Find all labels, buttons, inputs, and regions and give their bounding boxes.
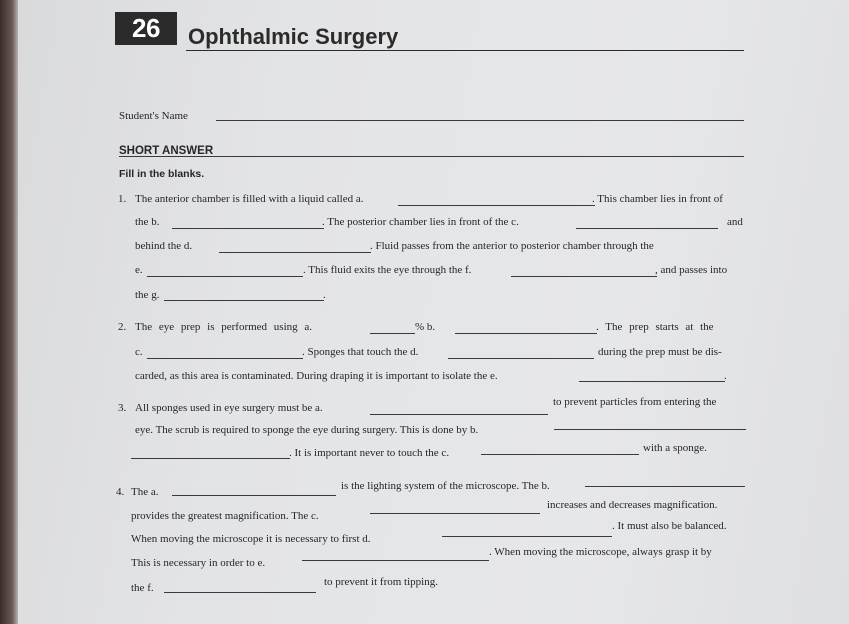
question-number: 2. — [118, 321, 127, 333]
q1-text: . — [323, 289, 326, 301]
q1-text: , and passes into — [655, 264, 728, 276]
q3-text: . It is important never to touch the c. — [289, 447, 450, 459]
student-name-label: Student's Name — [119, 110, 188, 122]
q4-text: This is necessary in order to e. — [131, 557, 266, 569]
q4-text: the f. — [131, 582, 154, 594]
q3-text: with a sponge. — [643, 442, 707, 454]
q2-text: carded, as this area is contaminated. During draping it is important to isolate the e. — [135, 370, 498, 382]
q2-blank-e[interactable] — [579, 381, 725, 382]
section-rule — [119, 156, 744, 157]
q2-text: . — [724, 370, 727, 382]
q2-blank-a[interactable] — [370, 333, 415, 334]
q1-blank-b[interactable] — [172, 228, 324, 229]
q4-blank-c[interactable] — [370, 513, 540, 514]
q3-blank-c[interactable] — [481, 454, 639, 455]
q2-text: % b. — [415, 321, 436, 333]
q4-text: provides the greatest magnification. The c. — [131, 510, 319, 522]
section-title: SHORT ANSWER — [119, 145, 214, 157]
q4-blank-a[interactable] — [172, 495, 336, 496]
q2-text: . The prep starts at the — [596, 321, 714, 333]
q1-blank-e[interactable] — [147, 276, 303, 277]
instructions: Fill in the blanks. — [119, 168, 205, 180]
q3-text: eye. The scrub is required to sponge the eye during surgery. This is done by b. — [135, 424, 479, 436]
title-rule — [186, 50, 744, 51]
q4-blank-b[interactable] — [585, 486, 745, 487]
q4-text: . It must also be balanced. — [612, 520, 727, 532]
q1-text: the g. — [135, 289, 160, 301]
q1-blank-g[interactable] — [164, 300, 324, 301]
q3-text: All sponges used in eye surgery must be a. — [135, 402, 323, 414]
q4-text: increases and decreases magnification. — [547, 499, 718, 511]
q2-blank-b[interactable] — [455, 333, 597, 334]
q1-text: and — [727, 216, 743, 228]
q4-text: . When moving the microscope, always grasp it by — [489, 546, 712, 558]
chapter-title: Ophthalmic Surgery — [188, 24, 399, 49]
question-number: 4. — [116, 486, 125, 498]
q4-text: to prevent it from tipping. — [324, 576, 438, 588]
chapter-number: 26 — [115, 12, 177, 45]
q4-text: When moving the microscope it is necessary to first d. — [131, 533, 371, 545]
question-number: 3. — [118, 402, 127, 414]
q1-blank-d[interactable] — [219, 252, 371, 253]
q1-blank-f[interactable] — [511, 276, 657, 277]
q4-blank-d[interactable] — [442, 536, 612, 537]
q1-text: . The posterior chamber lies in front of the c. — [322, 216, 519, 228]
q2-blank-d[interactable] — [448, 358, 594, 359]
q2-text: c. — [135, 346, 143, 358]
q1-text: . This fluid exits the eye through the f. — [303, 264, 472, 276]
binder-edge — [0, 0, 20, 624]
q1-text: . Fluid passes from the anterior to posterior chamber through the — [370, 240, 654, 252]
q2-blank-c[interactable] — [147, 358, 303, 359]
q3-text: to prevent particles from entering the — [553, 396, 717, 408]
q3-blank-a[interactable] — [370, 414, 548, 415]
q3-blank-b-cont[interactable] — [131, 458, 290, 459]
q4-text: The a. — [131, 486, 159, 498]
q3-blank-b[interactable] — [554, 429, 746, 430]
q4-text: is the lighting system of the microscope. The b. — [341, 480, 550, 492]
q1-text: e. — [135, 264, 143, 276]
q2-text: The eye prep is performed using a. — [135, 321, 313, 333]
q2-text: . Sponges that touch the d. — [302, 346, 419, 358]
q1-text: behind the d. — [135, 240, 193, 252]
question-number: 1. — [118, 193, 127, 205]
q1-text: the b. — [135, 216, 160, 228]
q1-blank-a[interactable] — [398, 205, 595, 206]
q1-text: . This chamber lies in front of — [592, 193, 723, 205]
q1-text: The anterior chamber is filled with a liquid called a. — [135, 193, 364, 205]
q4-blank-e[interactable] — [302, 560, 489, 561]
q2-text: during the prep must be dis- — [598, 346, 722, 358]
q4-blank-f[interactable] — [164, 592, 316, 593]
student-name-field[interactable] — [216, 120, 744, 121]
q1-blank-c[interactable] — [576, 228, 718, 229]
